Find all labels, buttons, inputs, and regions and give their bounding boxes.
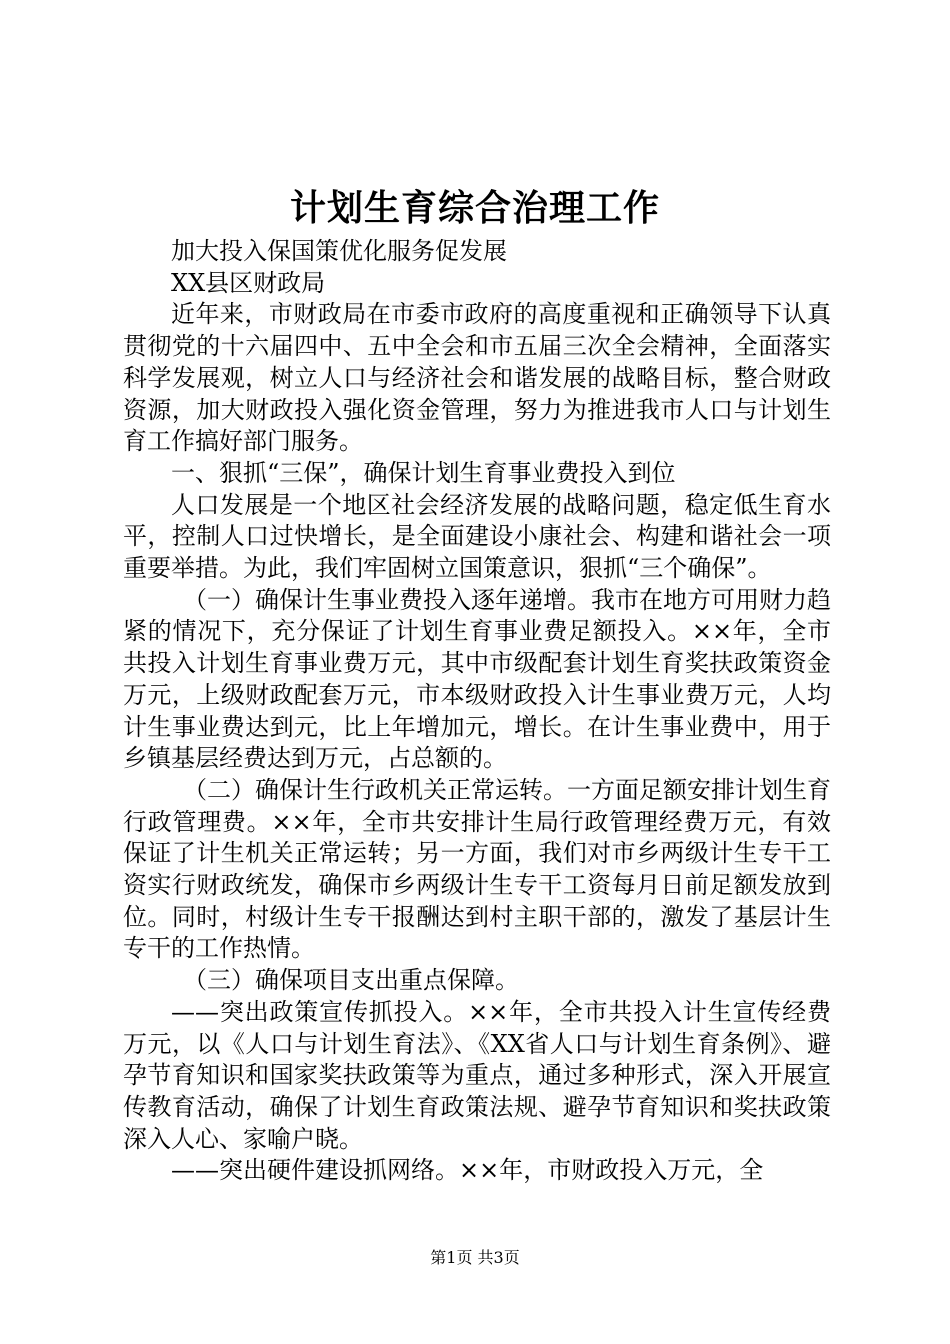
subtitle-paragraph: 加大投入保国策优化服务促发展 bbox=[171, 237, 507, 265]
author-paragraph: XX县区财政局 bbox=[171, 268, 326, 297]
body-paragraph: 人口发展是一个地区社会经济发展的战略问题，稳定低生育水平，控制人口过快增长，是全面建设小康社会、构建和谐社会一项重要举措。为此，我们牢固树立国策意识，狠抓“三个确保”。 bbox=[123, 490, 831, 583]
body-paragraph: （三）确保项目支出重点保障。 bbox=[183, 966, 519, 995]
section-heading: 一、狠抓“三保”，确保计划生育事业费投入到位 bbox=[171, 458, 676, 487]
body-paragraph: （二）确保计生行政机关正常运转。一方面足额安排计划生育行政管理费。××年，全市共安排计生局行政管理经费万元，有效保证了计生机关正常运转；另一方面，我们对市乡两级计生专干工资实行财政统发，确保市乡两级计生专干工资每月日前足额发放到位。同时，村级计生专干报酬达到村主职干部的，激发了基层计生专干的工作热情。 bbox=[123, 775, 831, 963]
body-paragraph: ——突出硬件建设抓网络。××年，市财政投入万元，全 bbox=[171, 1156, 764, 1185]
body-paragraph: （一）确保计生事业费投入逐年递增。我市在地方可用财力趋紧的情况下，充分保证了计划生育事业费足额投入。××年，全市共投入计划生育事业费万元，其中市级配套计划生育奖扶政策资金万元，上级财政配套万元，市本级财政投入计生事业费万元，人均计生事业费达到元，比上年增加元，增长。在计生事业费中，用于乡镇基层经费达到万元，占总额的。 bbox=[123, 585, 831, 773]
page-footer: 第1页 共3页 bbox=[430, 1248, 520, 1267]
document-title: 计划生育综合治理工作 bbox=[289, 187, 660, 229]
body-paragraph: ——突出政策宣传抓投入。××年，全市共投入计生宣传经费万元，以《人口与计划生育法》、《XX省人口与计划生育条例》、避孕节育知识和国家奖扶政策等为重点，通过多种形式，深入开展宣传教育活动，确保了计划生育政策法规、避孕节育知识和奖扶政策深入人心、家喻户晓。 bbox=[123, 997, 831, 1153]
document-body bbox=[123, 236, 831, 1187]
body-paragraph: 近年来，市财政局在市委市政府的高度重视和正确领导下认真贯彻党的十六届四中、五中全会和市五届三次全会精神，全面落实科学发展观，树立人口与经济社会和谐发展的战略目标，整合财政资源，加大财政投入强化资金管理，努力为推进我市人口与计划生育工作搞好部门服务。 bbox=[123, 300, 831, 456]
